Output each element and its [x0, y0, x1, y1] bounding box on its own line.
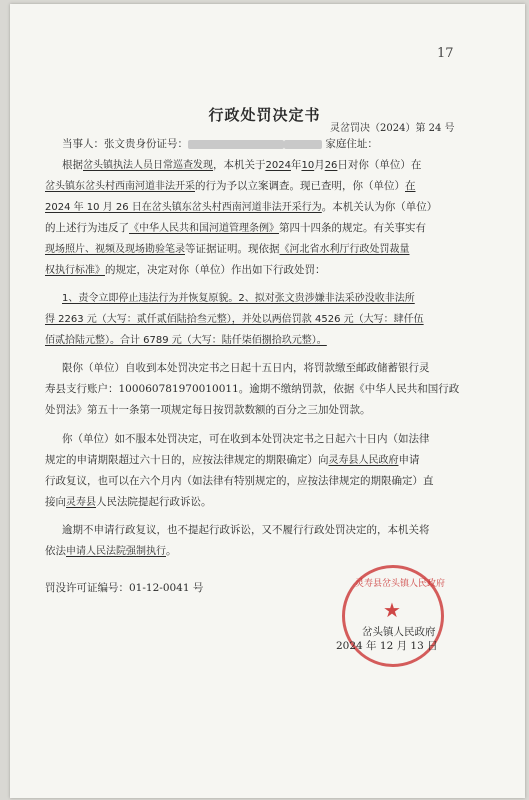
- para4-line4: [45, 495, 212, 510]
- para3-line3: 处罚法》第五十一条第一项规定每日按罚款数额的百分之三加处罚款。: [45, 404, 371, 416]
- para5-line2: [45, 544, 177, 559]
- para4-line3: 行政复议，也可以在六个月内（如法律有特别规定的，应按法律规定的期限确定）直: [45, 475, 434, 487]
- text-segment: 人民法院提起行政诉讼。: [96, 496, 212, 508]
- penalty-line3: 佰贰拾陆元整）。合计 6789 元（大写：陆仟柒佰捌拾玖元整）。: [45, 335, 327, 346]
- fill-basis-cont: 权执行标准》: [45, 265, 105, 276]
- fill-year: 2024: [265, 160, 291, 171]
- fill-evidence: 现场照片、视频及现场勘验笔录: [45, 244, 185, 255]
- fill-day: 26: [324, 160, 338, 171]
- fill-court-county: 灵寿县: [66, 497, 96, 508]
- redacted-block: [284, 140, 322, 149]
- text-segment: 月: [314, 159, 325, 171]
- party-line: [62, 137, 378, 151]
- para1-line2: [45, 179, 416, 194]
- para3-line2: 寿县支行账户：100060781970010011。逾期不缴纳罚款，依据《中华人民共和国行政: [45, 383, 460, 395]
- text-segment: 的上述行为违反了: [45, 222, 129, 234]
- text-segment: 根据: [62, 159, 83, 171]
- text-segment: 规定的申请期限超过六十日的，应按法律规定的期限确定）向: [45, 454, 329, 466]
- fill-basis: 《河北省水利厅行政处罚裁量: [279, 244, 410, 255]
- fill-month: 10: [301, 160, 315, 171]
- para4-line1: 你（单位）如不服本处罚决定，可在收到本处罚决定书之日起六十日内（如法律: [62, 433, 430, 445]
- text-segment: ，本机关于: [213, 159, 266, 171]
- seal-text: 灵寿县岔头镇人民政府: [355, 579, 446, 589]
- page-number: 17: [437, 46, 454, 61]
- para5-line1: 逾期不申请行政复议，也不提起行政诉讼，又不履行行政处罚决定的，本机关将: [62, 524, 430, 536]
- issuing-authority: 岔头镇人民政府: [362, 626, 436, 638]
- para3-line1: 限你（单位）自收到本处罚决定书之日起十五日内，将罚款缴至邮政储蓄银行灵: [62, 362, 430, 374]
- text-segment: 等证据证明。现依据: [185, 243, 280, 255]
- para4-line2: [45, 453, 420, 468]
- redacted-id-number: [188, 140, 284, 149]
- fill-location-act: 岔头镇东岔头村西南河道非法开采: [45, 181, 195, 192]
- fill-source: 岔头镇执法人员日常巡查发现: [83, 160, 213, 171]
- address-label: 家庭住址：: [325, 138, 378, 150]
- para1-line4: [45, 221, 426, 236]
- penalty-line2: 得 2263 元（大写：贰仟贰佰陆拾叁元整），并处以两倍罚款 4526 元（大写：肆仟伍: [45, 314, 424, 325]
- para1-line3: [45, 200, 437, 215]
- text-segment: 的规定，决定对你（单位）作出如下行政处罚：: [105, 264, 326, 276]
- issue-date: 2024 年 12 月 13 日: [336, 640, 438, 652]
- fill-review-body: 灵寿县人民政府: [328, 455, 399, 466]
- document-number: 灵岔罚决（2024）第 24 号: [330, 123, 455, 134]
- text-segment: 申请: [398, 454, 420, 466]
- fill-enforcement: 申请人民法院强制执行: [66, 546, 166, 557]
- para1-line5: [45, 242, 410, 257]
- penalty-line1: 1、责令立即停止违法行为并恢复原貌。2、拟对张文贵涉嫌非法采砂没收非法所: [62, 293, 415, 304]
- fill-date-act: 2024 年 10 月 26 日在岔头镇东岔头村西南河道非法开采行为: [45, 202, 322, 213]
- text-segment: 依法: [45, 545, 66, 557]
- party-name-idcard: 张文贵身份证号：: [104, 138, 188, 150]
- fill-law: 《中华人民共和国河道管理条例》: [129, 223, 279, 234]
- fill-segment: 在: [405, 180, 416, 192]
- text-segment: 。本机关认为你（单位）: [321, 201, 438, 213]
- text-segment: 日对你（单位）在: [337, 159, 422, 171]
- text-segment: 的行为予以立案调查。现已查明，你（单位）: [195, 180, 405, 192]
- permit-number: 罚没许可证编号：01-12-0041 号: [45, 582, 204, 594]
- seal-star-icon: ★: [383, 598, 401, 622]
- text-segment: 第四十四条的规定。有关事实有: [279, 222, 426, 234]
- party-label: 当事人：: [62, 138, 104, 150]
- para1-line6: [45, 263, 326, 278]
- text-segment: 。: [166, 545, 177, 557]
- text-segment: 年: [290, 159, 302, 171]
- text-segment: 接向: [45, 496, 66, 508]
- document-title: 行政处罚决定书: [208, 106, 321, 124]
- para1-line1: [62, 158, 421, 173]
